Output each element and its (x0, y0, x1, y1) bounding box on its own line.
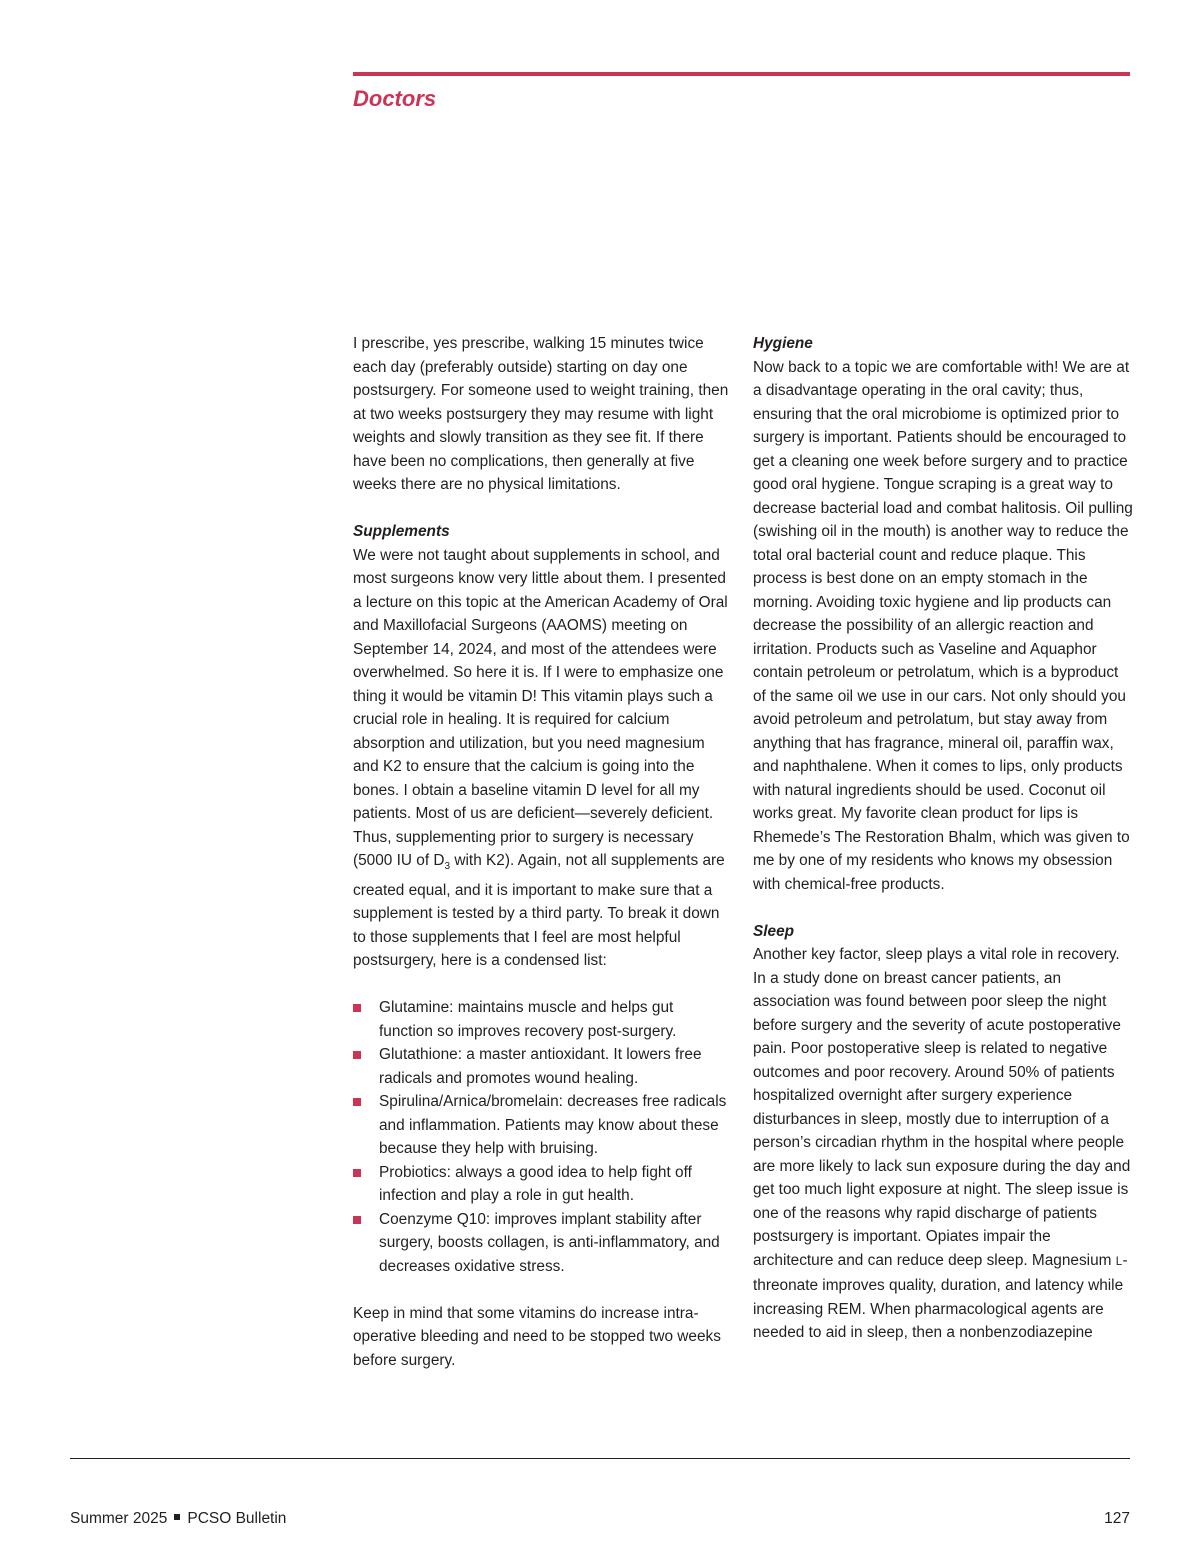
section-title: Doctors (353, 86, 437, 111)
sleep-paragraph (753, 943, 1133, 1345)
bullet-square-icon (353, 1169, 361, 1177)
supplements-paragraph (353, 544, 731, 973)
bullet-square-icon (353, 1098, 361, 1106)
bullet-square-icon (353, 1051, 361, 1059)
list-item: Glutamine: maintains muscle and helps gut function so improves recovery post-surgery. (353, 996, 731, 1043)
intro-paragraph: I prescribe, yes prescribe, walking 15 minutes twice each day (preferably outside) starting on day one postsurgery. For someone used to weight training, then at two weeks postsurgery they may resume with light weights and slowly transition as they see fit. If there have been no complications, then generally at five weeks there are no physical limitations. (353, 335, 729, 493)
bullet-square-icon (353, 1004, 361, 1012)
list-item: Probiotics: always a good idea to help fight off infection and play a role in gut health. (353, 1161, 731, 1208)
subscript-3: 3 (444, 861, 451, 873)
footer-issue (70, 1509, 286, 1529)
sleep-heading: Sleep (753, 922, 795, 940)
footer-rule (70, 1458, 1130, 1459)
closing-paragraph: Keep in mind that some vitamins do increase intra-operative bleeding and need to be stopped two weeks before surgery. (353, 1304, 721, 1369)
right-column (753, 332, 1133, 1345)
footer-publication: PCSO Bulletin (187, 1510, 287, 1527)
list-item: Glutathione: a master antioxidant. It lowers free radicals and promotes wound healing. (353, 1043, 731, 1090)
footer-issue-date: Summer 2025 (70, 1510, 168, 1527)
left-column (353, 332, 731, 1372)
page-number: 127 (1104, 1510, 1130, 1527)
hygiene-paragraph: Now back to a topic we are comfortable with! We are at a disadvantage operating in the oral cavity; thus, ensuring that the oral microbiome is optimized prior to surgery is important. Patients should be encouraged to get a cleaning one week before surgery and to practice good oral hygiene. Tongue scraping is a great way to decrease bacterial load and combat halitosis. Oil pulling (swishing oil in the mouth) is another way to reduce the total oral bacterial count and reduce plaque. This process is best done on an empty stomach in the morning. Avoiding toxic hygiene and lip products can decrease the possibility of an allergic reaction and irritation. Products such as Vaseline and Aquaphor contain petroleum or petrolatum, which is a byproduct of the same oil we use in our cars. Not only should you avoid petroleum and petrolatum, but stay away from anything that has fragrance, mineral oil, paraffin wax, and naphthalene. When it comes to lips, only products with natural ingredients should be used. Coconut oil works great. My favorite clean product for lips is Rhemede’s The Restoration Bhalm, which was given to me by one of my residents who knows my obsession with chemical-free products. (753, 358, 1133, 893)
separator-square-icon (174, 1514, 180, 1520)
supplements-heading: Supplements (353, 523, 450, 540)
supplements-text-end: with K2). Again, not all supplements are created equal, and it is important to make sure that a supplement is tested by a third party. To break it down to those supplements that I feel are most helpful postsurgery, here is a condensed list: (353, 852, 725, 970)
bullet-square-icon (353, 1216, 361, 1224)
list-item: Spirulina/Arnica/bromelain: decreases free radicals and inflammation. Patients may know about these because they help with bruising. (353, 1090, 731, 1161)
sleep-text-end: -threonate improves quality, duration, and latency while increasing REM. When pharmacological agents are needed to aid in sleep, then a nonbenzodiazepine (753, 1251, 1128, 1341)
supplements-text: We were not taught about supplements in school, and most surgeons know very little about them. I presented a lecture on this topic at the American Academy of Oral and Maxillofacial Surgeons (AAOMS) meeting on September 14, 2024, and most of the attendees were overwhelmed. So here it is. If I were to emphasize one thing it would be vitamin D! This vitamin plays such a crucial role in healing. It is required for calcium absorption and utilization, but you need magnesium and K2 to ensure that the calcium is going into the bones. I obtain a baseline vitamin D level for all my patients. Most of us are deficient—severely deficient. Thus, supplementing prior to surgery is necessary (5000 IU of D (353, 546, 728, 869)
header-rule (353, 72, 1130, 76)
hygiene-heading: Hygiene (753, 335, 813, 352)
list-item: Coenzyme Q10: improves implant stability after surgery, boosts collagen, is anti-inflammatory, and decreases oxidative stress. (353, 1208, 731, 1279)
sleep-text: Another key factor, sleep plays a vital role in recovery. In a study done on breast cancer patients, an association was found between poor sleep the night before surgery and the severity of acute postoperative pain. Poor postoperative sleep is related to negative outcomes and poor recovery. Around 50% of patients hospitalized overnight after surgery experience disturbances in sleep, mostly due to interruption of a person’s circadian rhythm in the hospital where people are more likely to lack sun exposure during the day and get too much light exposure at night. The sleep issue is one of the reasons why rapid discharge of patients postsurgery is important. Opiates impair the architecture and can reduce deep sleep. Magnesium (753, 946, 1131, 1269)
supplement-list (353, 996, 731, 1278)
smallcaps-l: L (1115, 1255, 1123, 1268)
